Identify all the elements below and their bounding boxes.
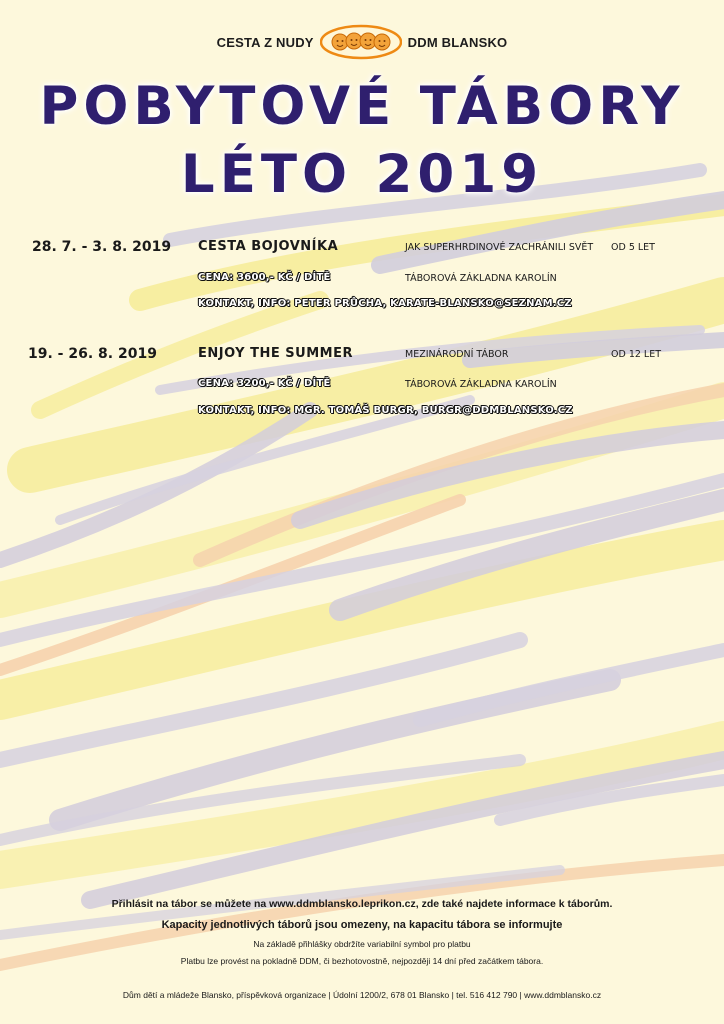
camp-2-age: OD 12 LET	[611, 349, 662, 360]
camp-1-age: OD 5 LET	[611, 242, 655, 253]
header-left-text: CESTA Z NUDY	[216, 34, 314, 50]
footer-capacity-info: Kapacity jednotlivých táborů jsou omezeny, na kapacitu tábora se informujte	[161, 919, 563, 931]
camp-2-name: ENJOY THE SUMMER	[198, 346, 353, 361]
camp-1-theme: JAK SUPERHRDINOVÉ ZACHRÁNILI SVĚT	[405, 242, 594, 253]
camp-2-date: 19. - 26. 8. 2019	[28, 346, 157, 362]
footer-payment-symbol-info: Na základě přihlášky obdržíte variabilní symbol pro platbu	[253, 939, 471, 949]
camp-2-price: CENA: 3200,- KČ / DÍTĚ	[198, 378, 331, 389]
camp-1-name: CESTA BOJOVNÍKA	[198, 239, 339, 254]
title-line-1: POBYTOVÉ TÁBORY	[39, 76, 685, 137]
camp-1-price: CENA: 3600,- KČ / DÍTĚ	[198, 272, 331, 283]
camp-2-location: TÁBOROVÁ ZÁKLADNA KAROLÍN	[405, 379, 557, 390]
footer-organization-contact: Dům dětí a mládeže Blansko, příspěvková organizace | Údolní 1200/2, 678 01 Blansko | tel. 516 412 790 | www.ddmblansko.cz	[122, 990, 602, 1000]
children-faces-logo-icon	[320, 24, 402, 60]
header	[0, 22, 724, 62]
footer-payment-info: Platbu lze provést na pokladně DDM, či bezhotovostně, nejpozději 14 dní před začátkem tábora.	[180, 956, 544, 966]
header-right-text: DDM BLANSKO	[407, 34, 508, 50]
camp-1-location: TÁBOROVÁ ZÁKLADNA KAROLÍN	[405, 273, 557, 284]
camp-1-date: 28. 7. - 3. 8. 2019	[32, 239, 172, 255]
camp-2-theme: MEZINÁRODNÍ TÁBOR	[405, 349, 509, 360]
title-line-2: LÉTO 2019	[180, 144, 544, 205]
camp-2-contact: KONTAKT, INFO: MGR. TOMÁŠ BURGR, BURGR@DDMBLANSKO.CZ	[198, 405, 573, 416]
footer-registration-info: Přihlásit na tábor se můžete na www.ddmblansko.leprikon.cz, zde také najdete informace k táborům.	[111, 898, 613, 910]
camp-1-contact: KONTAKT, INFO: PETER PRŮCHA, KARATE-BLANSKO@SEZNAM.CZ	[198, 298, 572, 309]
